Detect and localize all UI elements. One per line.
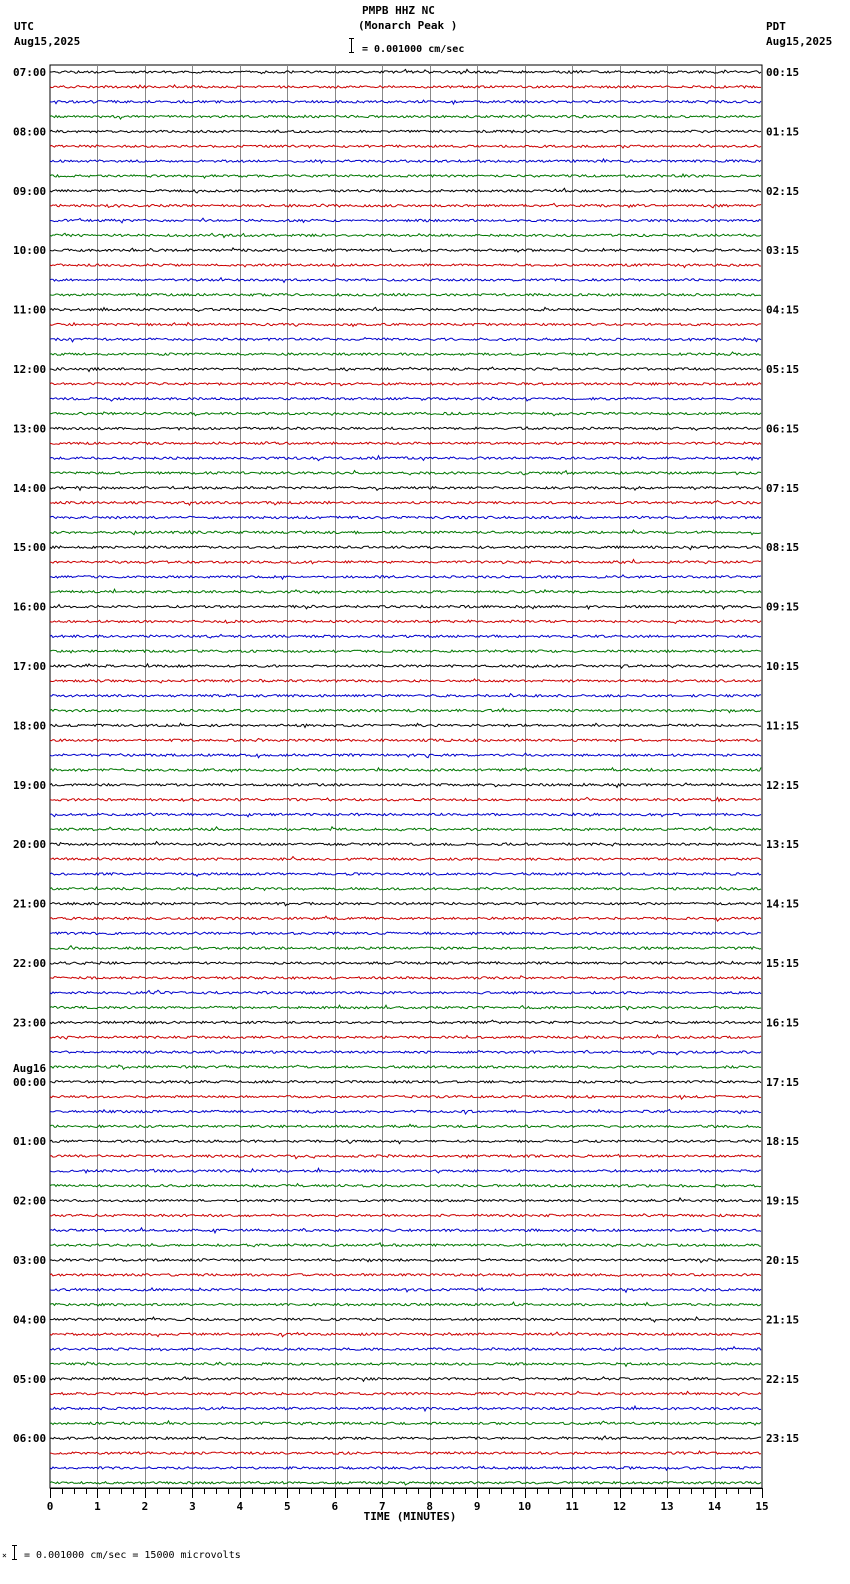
trace-line-27 (50, 471, 761, 475)
trace-line-17 (50, 323, 761, 327)
trace-line-3 (50, 115, 761, 119)
trace-line-89 (50, 1391, 761, 1395)
right-hour-label-16: 16:15 (766, 1016, 800, 1030)
trace-line-26 (50, 456, 761, 461)
left-hour-label-18: 01:00 (13, 1135, 47, 1149)
trace-line-38 (50, 635, 761, 639)
trace-line-15 (50, 294, 761, 296)
trace-line-64 (50, 1020, 761, 1024)
scale-text: = 0.001000 cm/sec (362, 44, 465, 55)
trace-line-21 (50, 383, 761, 386)
right-hour-label-12: 12:15 (766, 778, 800, 792)
trace-line-76 (50, 1198, 761, 1202)
trace-line-44 (50, 723, 761, 727)
trace-line-9 (50, 203, 761, 207)
trace-line-77 (50, 1214, 761, 1217)
x-tick-label-4: 4 (236, 1500, 244, 1513)
left-hour-label-12: 19:00 (13, 778, 47, 792)
left-hour-label-14: 21:00 (13, 897, 47, 911)
x-tick-label-11: 11 (565, 1500, 579, 1513)
x-tick-label-9: 9 (473, 1500, 481, 1513)
left-hour-label-6: 13:00 (13, 422, 47, 436)
trace-line-52 (50, 842, 761, 846)
footer-scale-text: = 0.001000 cm/sec = 15000 microvolts (24, 1550, 241, 1561)
trace-line-72 (50, 1140, 761, 1144)
trace-line-25 (50, 442, 761, 445)
x-tick-label-3: 3 (189, 1500, 196, 1513)
right-hour-label-9: 09:15 (766, 600, 800, 614)
trace-line-19 (50, 352, 761, 355)
right-hour-label-20: 20:15 (766, 1254, 800, 1267)
trace-line-30 (50, 516, 761, 519)
trace-line-86 (50, 1347, 761, 1351)
trace-line-4 (50, 130, 761, 133)
trace-line-48 (50, 783, 761, 787)
left-hour-label-11: 18:00 (13, 719, 47, 733)
trace-line-91 (50, 1421, 761, 1425)
x-tick-label-1: 1 (94, 1500, 101, 1513)
trace-line-8 (50, 188, 761, 193)
trace-line-50 (50, 813, 761, 817)
trace-line-7 (50, 174, 761, 178)
trace-line-34 (50, 575, 761, 579)
trace-line-33 (50, 560, 761, 564)
trace-line-29 (50, 501, 761, 506)
trace-line-5 (50, 144, 761, 148)
trace-line-41 (50, 679, 761, 683)
left-hour-label-5: 12:00 (13, 363, 47, 376)
right-hour-label-23: 23:15 (766, 1432, 800, 1446)
right-hour-label-17: 17:15 (766, 1075, 800, 1089)
x-tick-label-8: 8 (426, 1500, 434, 1513)
trace-line-57 (50, 916, 761, 921)
trace-line-69 (50, 1095, 761, 1099)
trace-line-22 (50, 397, 761, 401)
x-tick-label-6: 6 (331, 1500, 339, 1513)
trace-line-1 (50, 85, 761, 88)
trace-line-75 (50, 1184, 761, 1187)
x-tick-label-2: 2 (141, 1500, 149, 1513)
left-hour-label-23: 06:00 (13, 1432, 47, 1446)
trace-line-79 (50, 1243, 761, 1247)
trace-line-70 (50, 1110, 761, 1114)
trace-line-46 (50, 753, 761, 758)
trace-line-43 (50, 708, 761, 712)
x-tick-label-5: 5 (284, 1500, 291, 1513)
trace-line-28 (50, 486, 761, 490)
trace-line-58 (50, 932, 761, 935)
trace-line-92 (50, 1436, 761, 1440)
trace-line-47 (50, 768, 761, 772)
left-hour-label-15: 22:00 (13, 957, 47, 970)
right-hour-label-8: 08:15 (766, 541, 800, 555)
right-hour-label-6: 06:15 (766, 422, 800, 436)
left-date: Aug15,2025 (14, 35, 81, 48)
trace-line-56 (50, 902, 761, 905)
trace-line-60 (50, 961, 761, 964)
right-hour-label-21: 21:15 (766, 1313, 800, 1327)
right-hour-label-19: 19:15 (766, 1194, 800, 1208)
trace-line-90 (50, 1406, 761, 1411)
left-hour-label-7: 14:00 (13, 481, 47, 495)
trace-line-39 (50, 650, 761, 653)
trace-line-10 (50, 218, 761, 223)
x-tick-label-0: 0 (46, 1500, 54, 1513)
trace-line-80 (50, 1258, 761, 1262)
right-date: Aug15,2025 (766, 35, 833, 48)
trace-line-81 (50, 1274, 761, 1277)
right-hour-label-3: 03:15 (766, 244, 800, 258)
trace-line-94 (50, 1466, 761, 1470)
right-timezone: PDT (766, 20, 786, 33)
left-hour-label-8: 15:00 (13, 541, 47, 555)
left-hour-label-3: 10:00 (13, 244, 47, 258)
trace-line-59 (50, 946, 761, 950)
footer-scale-marker-icon: × (2, 1551, 7, 1560)
trace-line-67 (50, 1065, 761, 1069)
trace-line-40 (50, 664, 761, 668)
left-timezone: UTC (14, 20, 34, 33)
x-tick-label-10: 10 (518, 1500, 532, 1513)
trace-line-78 (50, 1228, 761, 1233)
right-hour-label-0: 00:15 (766, 66, 800, 79)
station-title: PMPB HHZ NC (362, 4, 435, 17)
trace-line-45 (50, 739, 761, 742)
right-hour-label-11: 11:15 (766, 719, 800, 733)
trace-line-37 (50, 620, 761, 624)
trace-line-36 (50, 605, 761, 610)
trace-line-49 (50, 797, 761, 801)
left-hour-label-16: 23:00 (13, 1016, 47, 1030)
trace-line-73 (50, 1154, 761, 1158)
trace-line-11 (50, 233, 761, 237)
trace-line-42 (50, 694, 761, 697)
trace-line-53 (50, 857, 761, 861)
x-tick-label-7: 7 (378, 1500, 386, 1513)
right-hour-label-7: 07:15 (766, 481, 800, 495)
trace-line-87 (50, 1362, 761, 1366)
right-hour-label-4: 04:15 (766, 303, 800, 317)
right-hour-label-1: 01:15 (766, 125, 800, 139)
trace-line-68 (50, 1081, 761, 1084)
station-location: (Monarch Peak ) (358, 19, 458, 32)
x-tick-label-12: 12 (612, 1500, 627, 1513)
left-hour-label-10: 17:00 (13, 660, 47, 673)
left-hour-label-0: 07:00 (13, 66, 47, 79)
trace-line-13 (50, 264, 761, 268)
trace-line-82 (50, 1288, 761, 1292)
trace-line-71 (50, 1124, 761, 1127)
trace-line-85 (50, 1332, 761, 1337)
trace-line-51 (50, 827, 761, 831)
right-hour-label-22: 22:15 (766, 1372, 800, 1386)
trace-line-32 (50, 546, 761, 550)
date-change-label: Aug16 (13, 1061, 47, 1075)
trace-line-54 (50, 873, 761, 877)
trace-line-55 (50, 887, 761, 890)
x-tick-label-13: 13 (660, 1500, 674, 1513)
x-tick-label-14: 14 (707, 1500, 722, 1513)
left-hour-label-2: 09:00 (13, 184, 47, 198)
footer-scale-bar-cap-bottom (12, 1559, 17, 1560)
left-hour-label-21: 04:00 (13, 1313, 47, 1327)
trace-line-35 (50, 589, 761, 593)
left-hour-label-13: 20:00 (13, 838, 47, 852)
x-tick-label-15: 15 (755, 1500, 769, 1513)
right-hour-label-10: 10:15 (766, 660, 800, 673)
trace-line-74 (50, 1168, 761, 1173)
trace-line-0 (50, 69, 761, 74)
footer-scale-bar-icon (14, 1545, 15, 1560)
right-hour-label-14: 14:15 (766, 897, 800, 911)
trace-line-93 (50, 1451, 761, 1454)
right-hour-label-2: 02:15 (766, 184, 800, 198)
right-hour-label-13: 13:15 (766, 838, 800, 852)
trace-line-63 (50, 1005, 761, 1010)
left-hour-label-20: 03:00 (13, 1254, 47, 1267)
trace-line-2 (50, 100, 761, 104)
left-hour-label-9: 16:00 (13, 600, 47, 614)
left-hour-label-22: 05:00 (13, 1372, 47, 1386)
x-axis-label: TIME (MINUTES) (363, 1510, 457, 1523)
trace-line-23 (50, 412, 761, 416)
right-hour-label-5: 05:15 (766, 363, 800, 376)
trace-line-84 (50, 1317, 761, 1322)
trace-line-24 (50, 427, 761, 431)
trace-line-18 (50, 338, 761, 342)
trace-line-16 (50, 307, 761, 311)
trace-line-95 (50, 1482, 761, 1485)
trace-line-65 (50, 1035, 761, 1039)
left-hour-label-4: 11:00 (13, 303, 47, 317)
trace-line-20 (50, 367, 761, 371)
trace-line-31 (50, 530, 761, 535)
right-hour-label-15: 15:15 (766, 957, 800, 970)
trace-line-83 (50, 1302, 761, 1306)
trace-line-66 (50, 1050, 761, 1054)
left-hour-label-1: 08:00 (13, 125, 47, 139)
trace-line-12 (50, 248, 761, 252)
trace-line-62 (50, 990, 761, 994)
right-hour-label-18: 18:15 (766, 1135, 800, 1149)
left-hour-label-19: 02:00 (13, 1194, 47, 1208)
footer-scale-bar-cap-top (12, 1545, 17, 1546)
trace-line-14 (50, 278, 761, 283)
trace-line-61 (50, 976, 761, 980)
trace-line-6 (50, 159, 761, 163)
trace-line-88 (50, 1377, 761, 1382)
left-hour-label-17: 00:00 (13, 1075, 47, 1089)
